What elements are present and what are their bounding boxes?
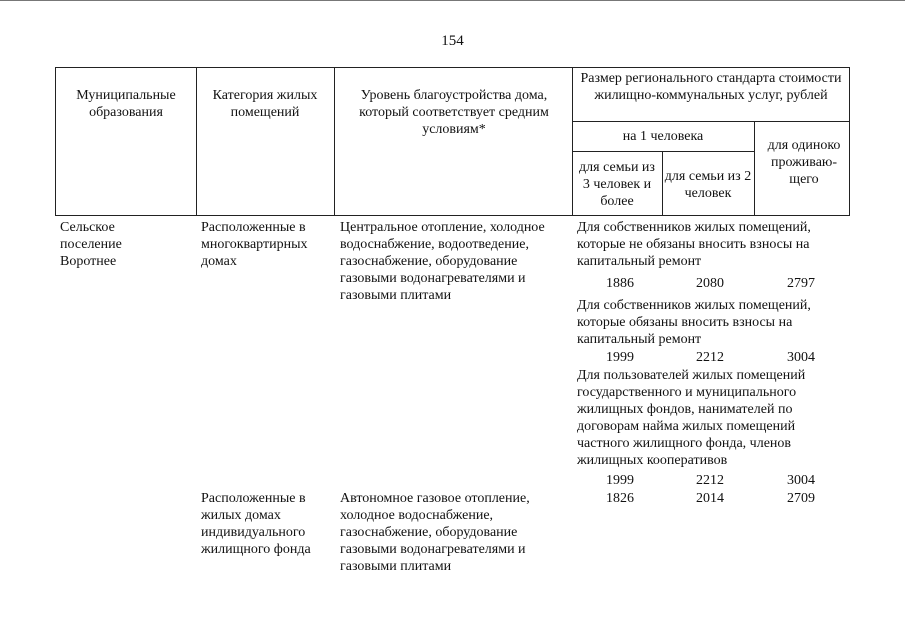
group-a-single: 2797	[787, 276, 815, 291]
header-municipality: Муниципальные образования	[76, 88, 176, 120]
header-level: Уровень благоустройства дома, который соответствует средним условиям*	[359, 88, 549, 137]
header-divider	[572, 121, 850, 122]
row2-family3: 1826	[606, 491, 634, 506]
level-description-1: Центральное отопление, холодное водоснабжение, водоотведение, газоснабжение, оборудование газовыми водонагревателями и газовыми плитами	[340, 220, 545, 303]
header-divider	[754, 121, 755, 216]
header-per-person: на 1 человека	[622, 129, 704, 144]
header-divider	[572, 151, 754, 152]
header-category: Категория жилых помещений	[212, 88, 318, 120]
category-individual-houses: Расположенные в жилых домах индивидуального жилищного фонда	[201, 491, 311, 557]
top-border-line	[0, 0, 905, 4]
group-a-family2: 2080	[696, 276, 724, 291]
header-standard: Размер регионального стандарта стоимости жилищно-коммунальных услуг, рублей	[580, 71, 842, 103]
group-c-single: 3004	[787, 473, 815, 488]
group-c-family2: 2212	[696, 473, 724, 488]
page-number: 154	[441, 33, 464, 49]
header-divider	[196, 67, 197, 216]
group-b-single: 3004	[787, 350, 815, 365]
level-description-2: Автономное газовое отопление, холодное водоснабжение, газоснабжение, оборудование газовыми водонагревателями и газовыми плитами	[340, 491, 530, 574]
row2-single: 2709	[787, 491, 815, 506]
row2-family2: 2014	[696, 491, 724, 506]
header-divider	[662, 151, 663, 216]
header-family2: для семьи из 2 человек	[664, 169, 752, 201]
group-a-family3: 1886	[606, 276, 634, 291]
header-divider	[572, 67, 573, 216]
category-apartment-buildings: Расположенные в многоквартирных домах	[201, 220, 308, 269]
header-family3: для семьи из 3 человек и более	[579, 160, 655, 209]
municipality-name: Сельское поселение Воротнее	[60, 220, 122, 269]
group-c-family3: 1999	[606, 473, 634, 488]
header-single: для одиноко проживаю-щего	[767, 138, 841, 187]
group-b-family2: 2212	[696, 350, 724, 365]
group-c-label: Для пользователей жилых помещений государственного и муниципального жилищных фондов, нанимателей по договорам найма жилых помещений частного жилищного фонда, членов жилищных кооперативов	[577, 368, 806, 468]
group-b-label: Для собственников жилых помещений, которые обязаны вносить взносы на капитальный ремонт	[577, 298, 811, 347]
group-b-family3: 1999	[606, 350, 634, 365]
header-divider	[334, 67, 335, 216]
group-a-label: Для собственников жилых помещений, которые не обязаны вносить взносы на капитальный ремонт	[577, 220, 811, 269]
